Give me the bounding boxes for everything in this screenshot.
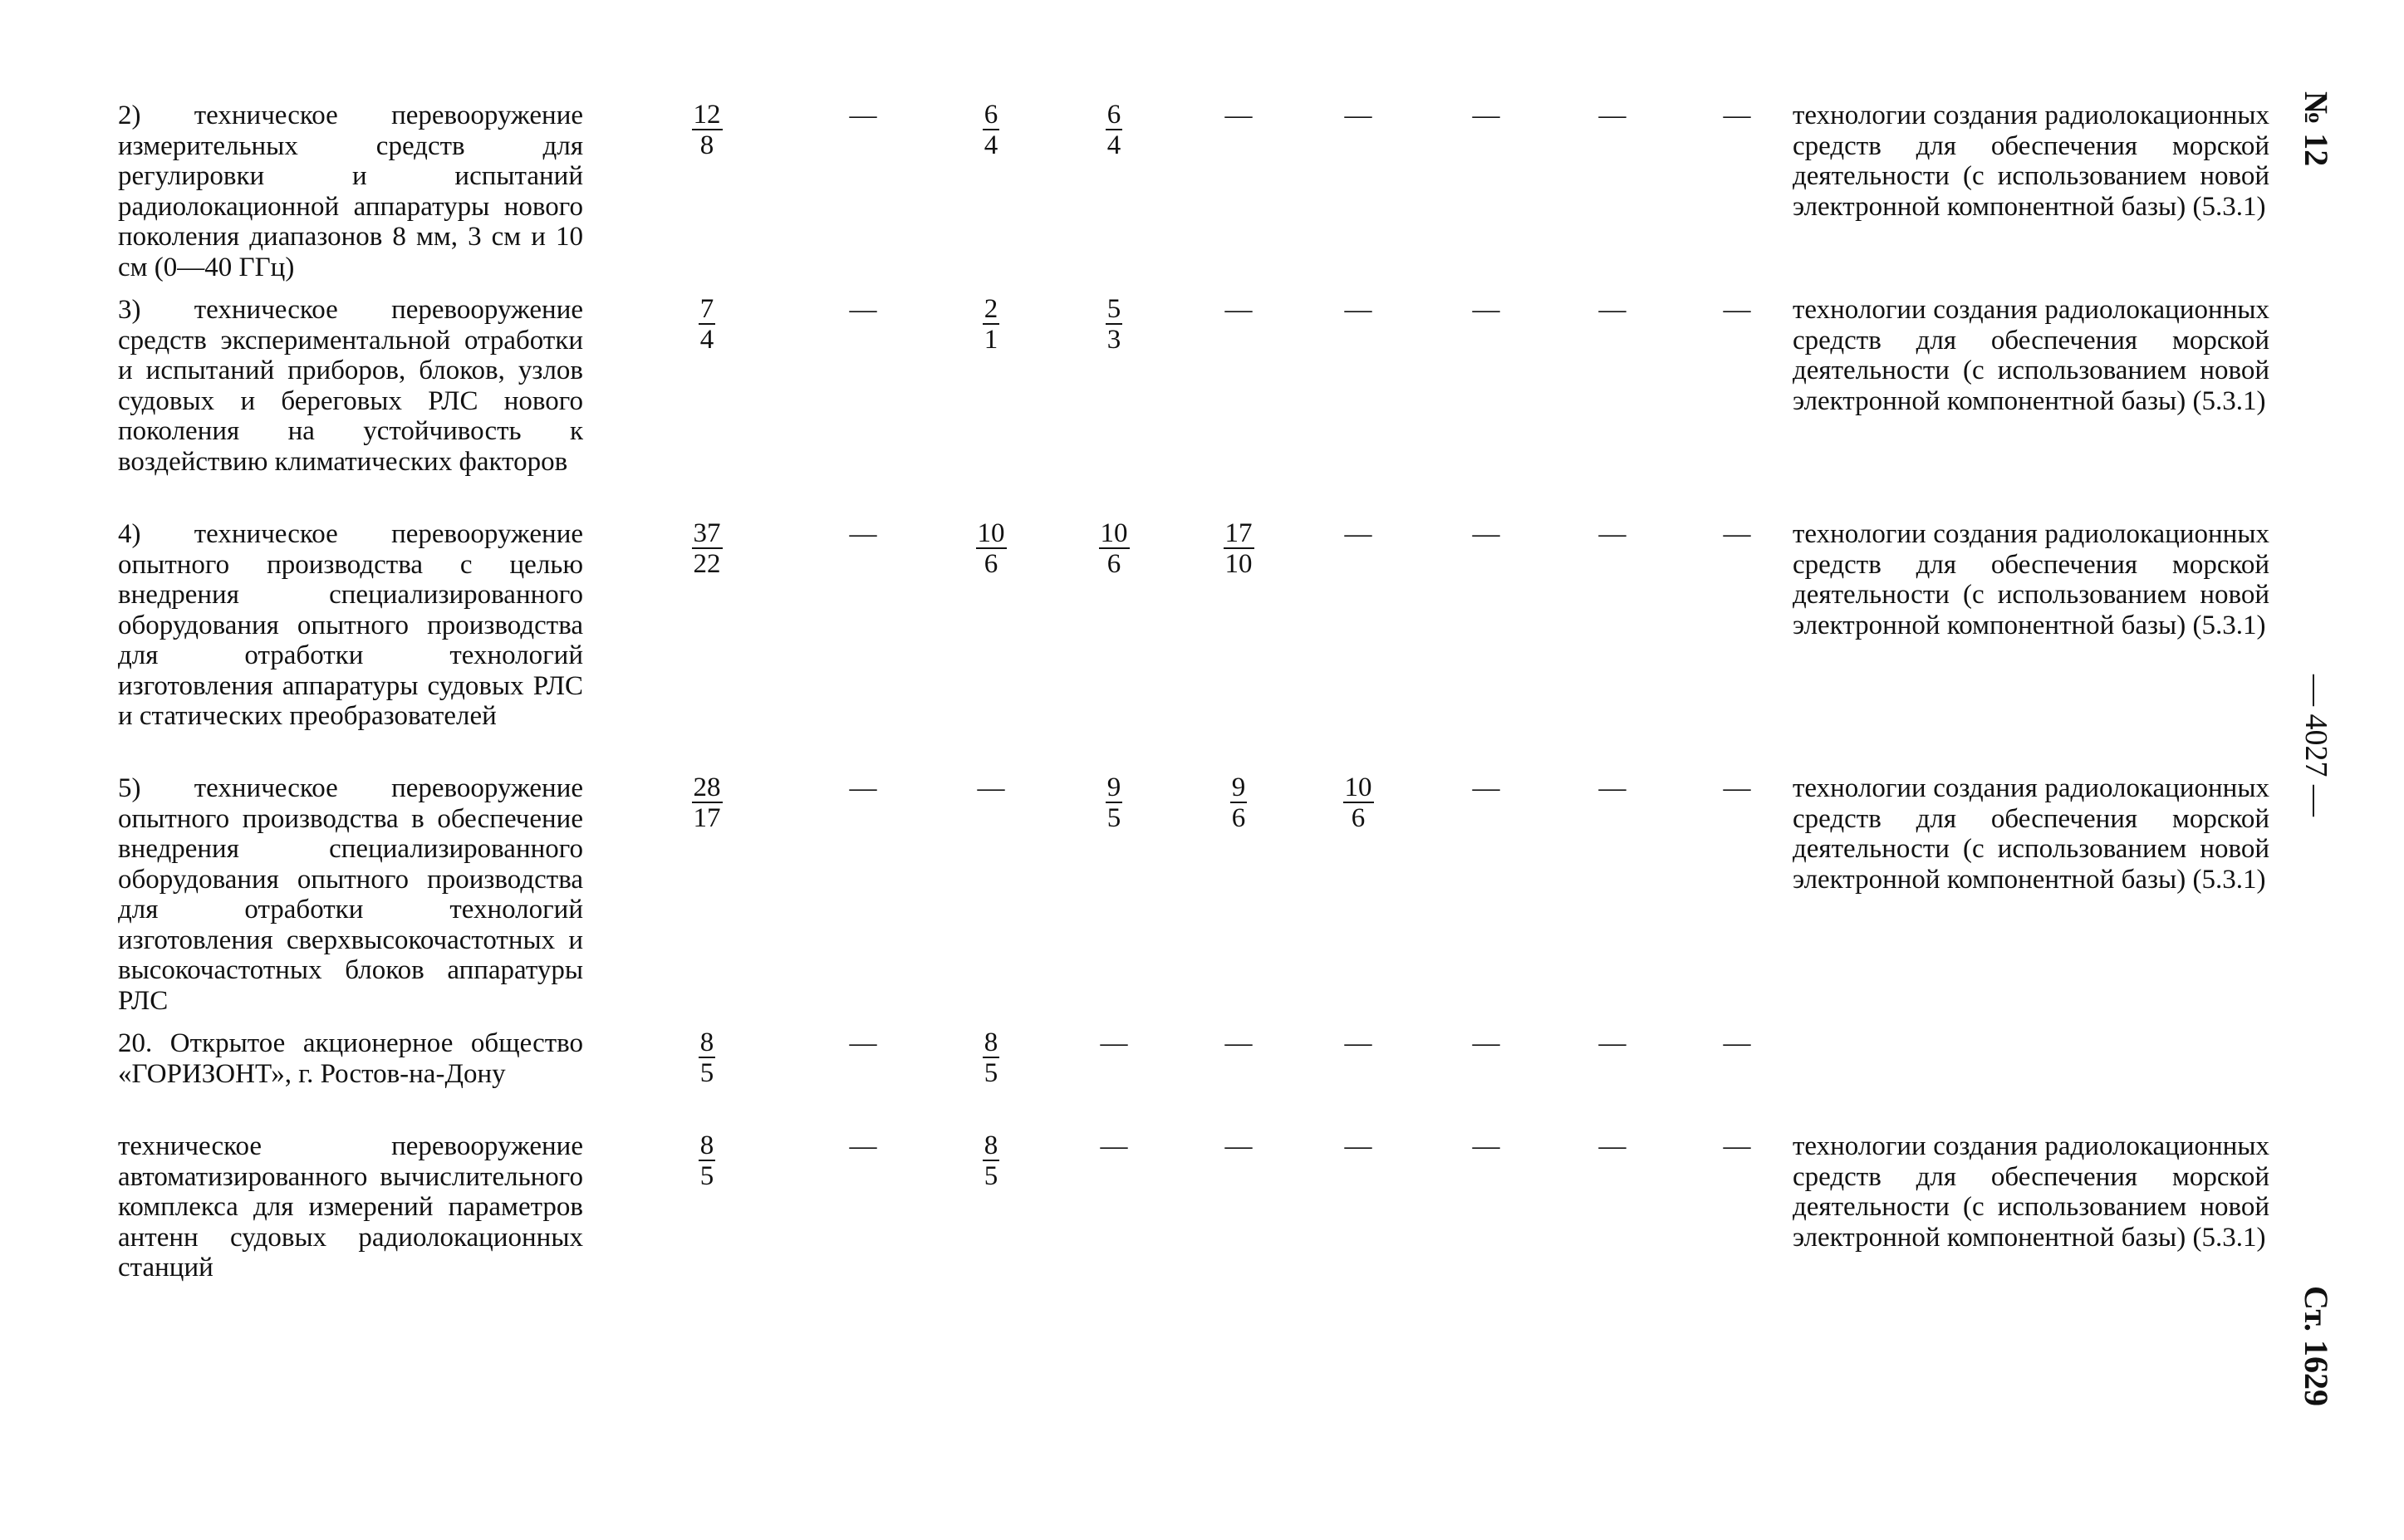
- value-cell: $\frac{2}{1}$: [984, 294, 998, 355]
- row-description: 2) техническое перевооружение измерительных средств для регулировки и испытаний радиолокационной аппаратуры нового поколения диапазонов 8 мм, 3 см и 10 см (0—40 ГГц): [118, 101, 583, 282]
- value-cell: —: [849, 773, 877, 803]
- page-label: Ст. 1629: [2298, 1286, 2335, 1406]
- value-cell: —: [1723, 295, 1751, 325]
- value-cell: $\frac{6}{4}$: [1106, 100, 1121, 160]
- row-note: технологии создания радиолокационных средств для обеспечения морской деятельности (с использованием новой электронной компонентной базы) (5.3.1): [1793, 295, 2269, 416]
- value-cell: —: [1224, 295, 1253, 325]
- center-page-number: — 4027 —: [2299, 674, 2333, 817]
- value-cell: —: [1472, 773, 1500, 803]
- value-cell: —: [1344, 519, 1372, 549]
- row-description: техническое перевооружение автоматизированного вычислительного комплекса для измерений параметров антенн судовых радиолокационных станций: [118, 1131, 583, 1283]
- value-cell: $\frac{9}{6}$: [1231, 772, 1246, 833]
- value-cell: $\frac{17}{10}$: [1224, 518, 1253, 579]
- value-cell: —: [1472, 101, 1500, 130]
- value-cell: —: [1224, 101, 1253, 130]
- issue-number: № 12: [2298, 91, 2335, 167]
- value-cell: $\frac{10}{6}$: [977, 518, 1005, 579]
- row-description: 3) техническое перевооружение средств экспериментальной отработки и испытаний приборов, блоков, узлов судовых и береговых РЛС нового поколения на устойчивость к воздействию климатических факторов: [118, 295, 583, 477]
- value-cell: —: [849, 295, 877, 325]
- value-cell: —: [1344, 1131, 1372, 1161]
- value-cell: $\frac{7}{4}$: [699, 294, 714, 355]
- value-cell: —: [977, 773, 1005, 803]
- value-cell: $\frac{10}{6}$: [1100, 518, 1128, 579]
- value-cell: $\frac{37}{22}$: [693, 518, 721, 579]
- value-cell: —: [1472, 519, 1500, 549]
- value-cell: —: [1723, 101, 1751, 130]
- value-cell: —: [1472, 1131, 1500, 1161]
- value-cell: —: [1224, 1131, 1253, 1161]
- value-cell: $\frac{8}{5}$: [699, 1130, 714, 1191]
- value-cell: $\frac{28}{17}$: [693, 772, 721, 833]
- value-cell: —: [1723, 1028, 1751, 1058]
- value-cell: $\frac{6}{4}$: [984, 100, 998, 160]
- value-cell: —: [849, 1028, 877, 1058]
- value-cell: —: [1224, 1028, 1253, 1058]
- row-note: технологии создания радиолокационных средств для обеспечения морской деятельности (с использованием новой электронной компонентной базы) (5.3.1): [1793, 101, 2269, 222]
- value-cell: —: [1723, 519, 1751, 549]
- value-cell: $\frac{8}{5}$: [984, 1027, 998, 1088]
- value-cell: $\frac{9}{5}$: [1106, 772, 1121, 833]
- value-cell: —: [1598, 519, 1626, 549]
- value-cell: —: [1723, 773, 1751, 803]
- row-description: 20. Открытое акционерное общество «ГОРИЗОНТ», г. Ростов-на-Дону: [118, 1028, 583, 1089]
- value-cell: —: [1472, 295, 1500, 325]
- value-cell: —: [1100, 1028, 1128, 1058]
- value-cell: $\frac{8}{5}$: [984, 1130, 998, 1191]
- row-note: технологии создания радиолокационных средств для обеспечения морской деятельности (с использованием новой электронной компонентной базы) (5.3.1): [1793, 519, 2269, 640]
- value-cell: —: [1344, 1028, 1372, 1058]
- value-cell: $\frac{5}{3}$: [1106, 294, 1121, 355]
- value-cell: —: [1598, 1028, 1626, 1058]
- value-cell: —: [1598, 1131, 1626, 1161]
- value-cell: $\frac{12}{8}$: [693, 100, 721, 160]
- row-note: технологии создания радиолокационных средств для обеспечения морской деятельности (с использованием новой электронной компонентной базы) (5.3.1): [1793, 773, 2269, 895]
- value-cell: —: [1344, 295, 1372, 325]
- value-cell: —: [1472, 1028, 1500, 1058]
- value-cell: —: [1598, 773, 1626, 803]
- row-note: технологии создания радиолокационных средств для обеспечения морской деятельности (с использованием новой электронной компонентной базы) (5.3.1): [1793, 1131, 2269, 1253]
- value-cell: $\frac{8}{5}$: [699, 1027, 714, 1088]
- value-cell: —: [849, 1131, 877, 1161]
- row-description: 4) техническое перевооружение опытного производства с целью внедрения специализированного оборудования опытного производства для отработки технологий изготовления аппаратуры судовых РЛС и статических преобразователей: [118, 519, 583, 731]
- value-cell: —: [1723, 1131, 1751, 1161]
- value-cell: —: [1598, 101, 1626, 130]
- value-cell: —: [1100, 1131, 1128, 1161]
- value-cell: $\frac{10}{6}$: [1344, 772, 1372, 833]
- value-cell: —: [849, 519, 877, 549]
- value-cell: —: [849, 101, 877, 130]
- value-cell: —: [1344, 101, 1372, 130]
- value-cell: —: [1598, 295, 1626, 325]
- row-description: 5) техническое перевооружение опытного производства в обеспечение внедрения специализированного оборудования опытного производства для отработки технологий изготовления сверхвысокочастотных и высокочастотных блоков аппаратуры РЛС: [118, 773, 583, 1016]
